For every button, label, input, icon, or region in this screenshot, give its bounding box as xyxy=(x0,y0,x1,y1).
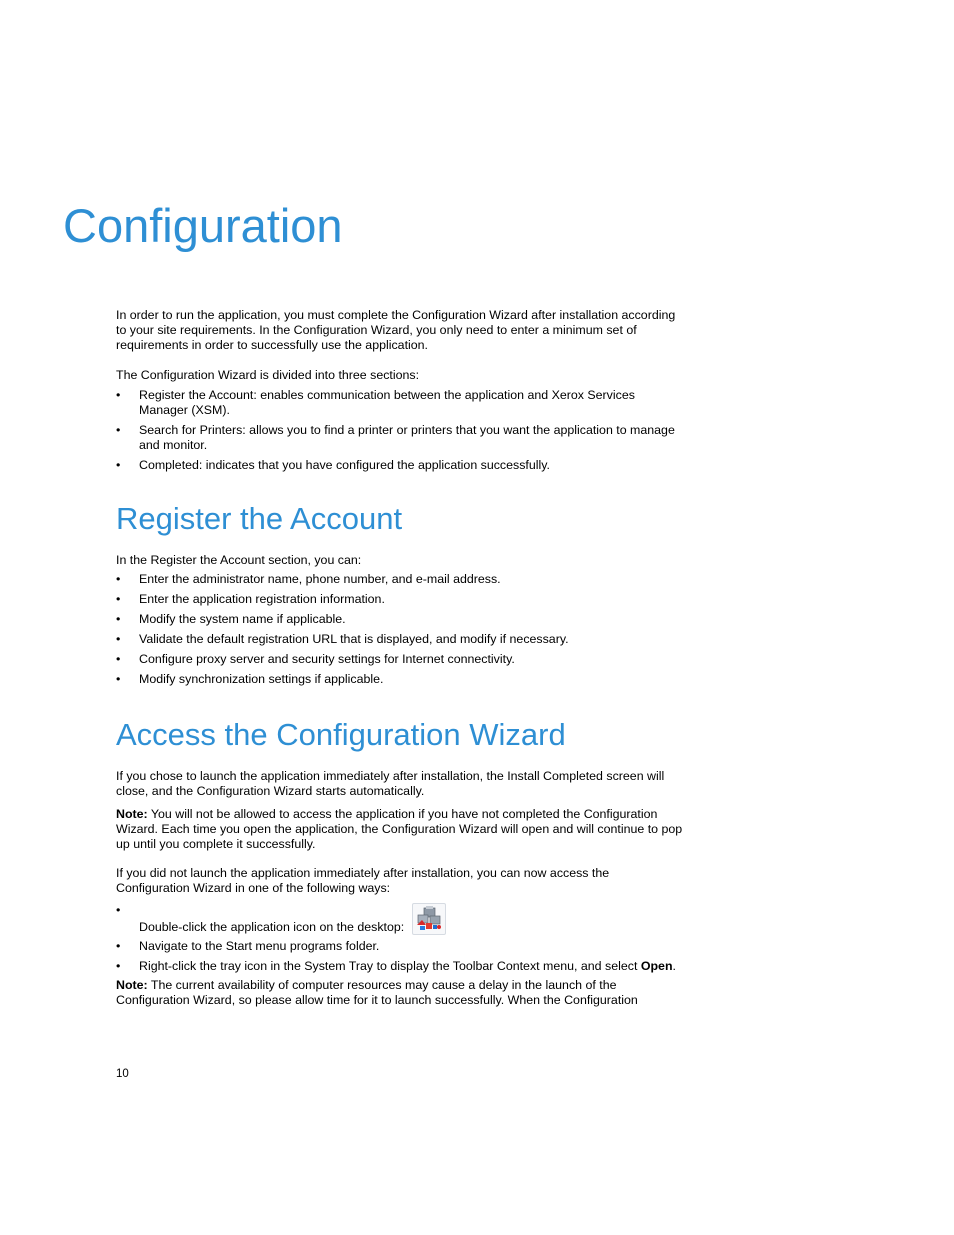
page-number: 10 xyxy=(116,1068,129,1080)
page-content xyxy=(116,308,686,1008)
list-item: • Register the Account: enables communication between the application and Xerox Services Manager (XSM). xyxy=(116,388,635,417)
bullet-icon: • xyxy=(116,672,121,686)
list-item: • Configure proxy server and security settings for Internet connectivity. xyxy=(116,652,515,666)
list-item: • Completed: indicates that you have configured the application successfully. xyxy=(116,458,550,472)
page-title: Configuration xyxy=(63,199,343,252)
note-label: Note: xyxy=(116,978,148,992)
sections-list xyxy=(116,388,686,473)
bullet-icon: • xyxy=(116,592,121,606)
list-item: • Modify synchronization settings if applicable. xyxy=(116,672,384,686)
list-item: • Enter the administrator name, phone number, and e-mail address. xyxy=(116,572,501,586)
list-item: • Validate the default registration URL that is displayed, and modify if necessary. xyxy=(116,632,569,646)
bullet-icon: • xyxy=(116,423,121,437)
access-list xyxy=(116,903,686,974)
bullet-icon: • xyxy=(116,388,121,402)
list-item: • Double-click the application icon on the desktop: xyxy=(116,903,686,935)
register-list xyxy=(116,572,686,687)
list-item: • Search for Printers: allows you to find a printer or printers that you want the application to manage and monitor. xyxy=(116,423,675,452)
bullet-icon: • xyxy=(116,959,121,973)
list-item: • Modify the system name if applicable. xyxy=(116,612,346,626)
bullet-icon: • xyxy=(116,572,121,586)
bullet-icon: • xyxy=(116,652,121,666)
access-paragraph: If you chose to launch the application immediately after installation, the Install Completed screen will close, and the Configuration Wizard starts automatically. xyxy=(116,769,665,798)
list-item: • Enter the application registration information. xyxy=(116,592,385,606)
register-heading: Register the Account xyxy=(116,501,403,536)
register-lead: In the Register the Account section, you can: xyxy=(116,553,362,567)
bullet-icon: • xyxy=(116,939,121,953)
bullet-icon: • xyxy=(116,612,121,626)
bullet-icon: • xyxy=(116,903,121,917)
list-item: • Right-click the tray icon in the System Tray to display the Toolbar Context menu, and select Open. xyxy=(116,959,676,973)
access-ways-intro: If you did not launch the application immediately after installation, you can now access the Configuration Wizard in one of the following ways: xyxy=(116,866,610,895)
sections-intro: The Configuration Wizard is divided into three sections: xyxy=(116,368,420,382)
launch-note: Note: The current availability of computer resources may cause a delay in the launch of the Configuration Wizard, so please allow time for it to launch successfully. When the Configuration xyxy=(116,978,638,1007)
intro-paragraph: In order to run the application, you must complete the Configuration Wizard after installation according to your site requirements. In the Configuration Wizard, you only need to enter a minimum set of requirements in order to successfully use the application. xyxy=(116,308,676,352)
access-note: Note: You will not be allowed to access the application if you have not completed the Configuration Wizard. Each time you open the application, the Configuration Wizard will open and will continue to pop up until you complete it successfully. xyxy=(116,807,683,851)
bullet-icon: • xyxy=(116,458,121,472)
list-item: • Navigate to the Start menu programs folder. xyxy=(116,939,380,953)
application-desktop-icon xyxy=(412,903,446,935)
note-label: Note: xyxy=(116,807,148,821)
bullet-icon: • xyxy=(116,632,121,646)
access-heading: Access the Configuration Wizard xyxy=(116,717,566,752)
